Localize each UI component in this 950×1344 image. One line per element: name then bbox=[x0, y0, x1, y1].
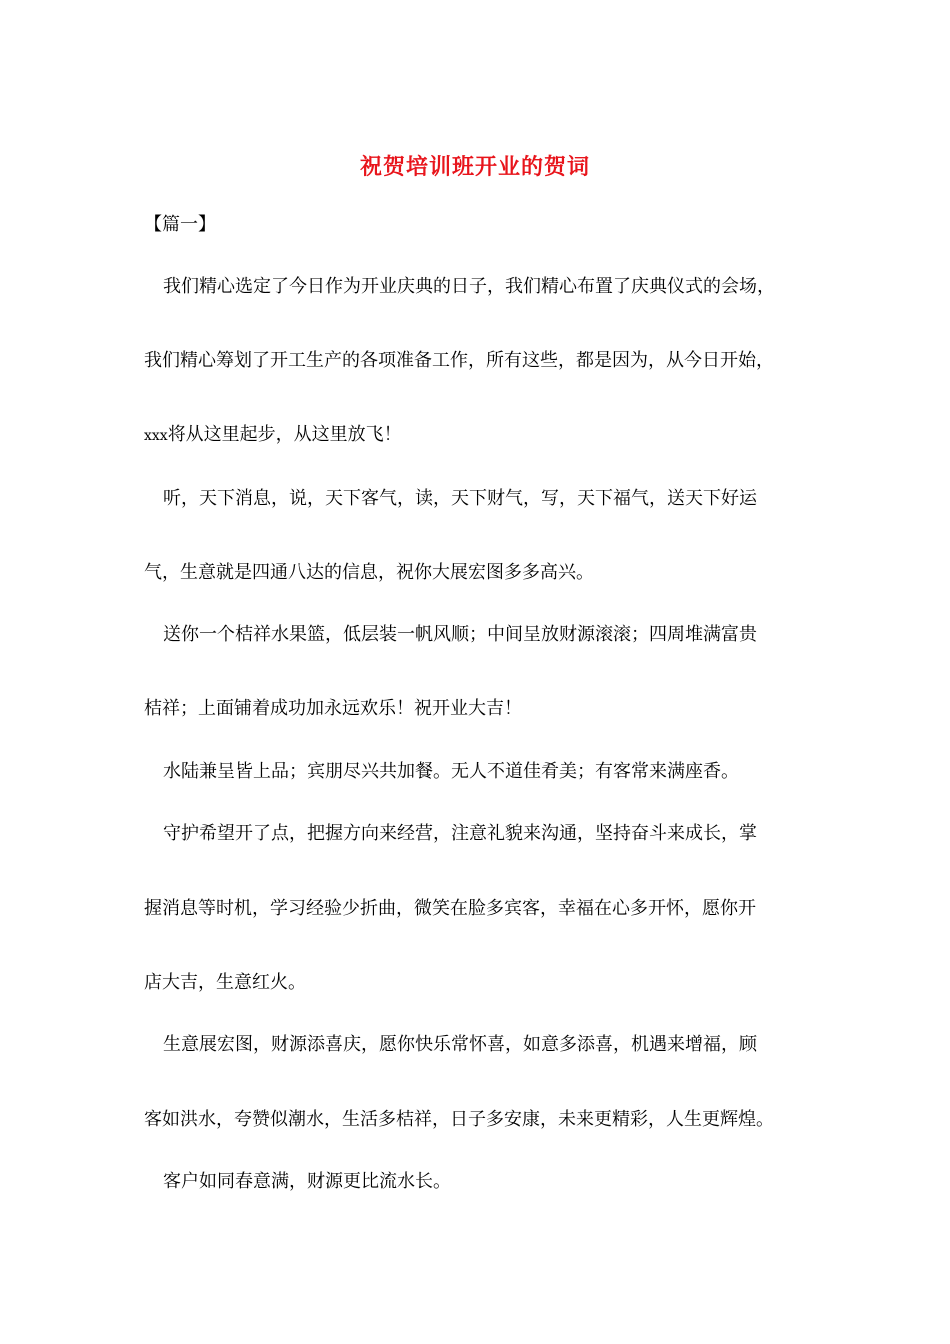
paragraph-line-7: 桔祥；上面铺着成功加永远欢乐！祝开业大吉！ bbox=[144, 698, 522, 719]
paragraph-line-12: 生意展宏图，财源添喜庆，愿你快乐常怀喜，如意多添喜，机遇来增福，顾 bbox=[163, 1034, 757, 1055]
paragraph-line-10: 握消息等时机，学习经验少折曲，微笑在脸多宾客，幸福在心多开怀，愿你开 bbox=[144, 898, 756, 919]
placeholder-name: xxx bbox=[144, 428, 168, 444]
document-title: 祝贺培训班开业的贺词 bbox=[359, 154, 590, 180]
paragraph-line-6: 送你一个桔祥水果篮，低层装一帆风顺；中间呈放财源滚滚；四周堆满富贵 bbox=[163, 624, 757, 645]
paragraph-line-4: 听，天下消息，说，天下客气，读，天下财气，写，天下福气，送天下好运 bbox=[163, 488, 757, 509]
paragraph-line-13: 客如洪水，夸赞似潮水，生活多桔祥，日子多安康，未来更精彩，人生更辉煌。 bbox=[144, 1109, 774, 1130]
paragraph-line-3-text: 将从这里起步，从这里放飞！ bbox=[167, 424, 402, 445]
paragraph-line-3 bbox=[144, 421, 824, 450]
paragraph-line-1: 我们精心选定了今日作为开业庆典的日子，我们精心布置了庆典仪式的会场， bbox=[163, 276, 775, 297]
paragraph-line-5: 气，生意就是四通八达的信息，祝你大展宏图多多高兴。 bbox=[144, 562, 594, 583]
section-heading: 【篇一】 bbox=[144, 214, 216, 235]
paragraph-line-9: 守护希望开了点，把握方向来经营，注意礼貌来沟通，坚持奋斗来成长，掌 bbox=[163, 823, 757, 844]
paragraph-line-14: 客户如同春意满，财源更比流水长。 bbox=[163, 1171, 451, 1192]
paragraph-line-8: 水陆兼呈皆上品；宾朋尽兴共加餐。无人不道佳肴美；有客常来满座香。 bbox=[163, 761, 739, 782]
paragraph-line-11: 店大吉，生意红火。 bbox=[144, 972, 306, 993]
paragraph-line-2: 我们精心筹划了开工生产的各项准备工作，所有这些，都是因为，从今日开始， bbox=[144, 350, 774, 371]
